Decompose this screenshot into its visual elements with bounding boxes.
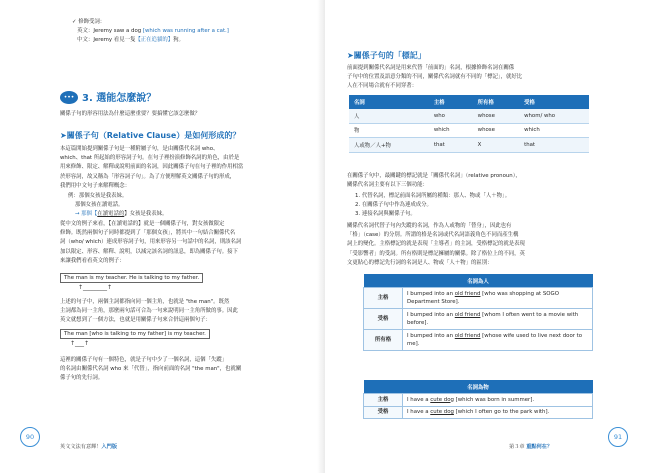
- page-number: 91: [608, 427, 628, 447]
- right-page: [325, 0, 650, 473]
- table-row: 人 who whose whom/ who: [349, 109, 589, 123]
- table-header-row: 名詞 主格 所有格 受格: [349, 95, 589, 109]
- example-english: 英文：Jeremy saw a dog [which was running after a cat.]: [77, 28, 229, 35]
- paragraph-3: 關係代名詞代替子句內失蹤的名詞，作為人或物的「替身」，因此也有 「格」（case）的分別。所謂的格是名詞或代名詞語義角色不同而產生構 詞上的變化。主格標記的就是表現「主導者」的主詞，受格標記的就是表現 「受影響者」的受詞。所有格則是標記擁屬的關係。除了格位上的不同，英 文更貼心的標記先行詞的名詞是人、物或「人＋物」的區別：: [347, 223, 525, 266]
- function-list: [355, 192, 510, 220]
- paragraph-2: 在關係子句中，最關鍵的標記就是「關係代名詞」（relative pronoun）， 關係代名詞主要有以下三個功能：: [347, 173, 521, 189]
- arrow-icon: ↑___↑: [70, 340, 90, 347]
- people-examples-table: [363, 274, 593, 351]
- paragraph-1: 前面提到關係代名詞是用來代替「前面的」名詞，根據修飾名詞在關係 子句中的位置及語意分類的不同，關係代名詞就有不同的「標記」，就好比 人在不同場合就有不同穿著：: [347, 65, 523, 90]
- arrow-icon: ↑________↑: [78, 284, 113, 291]
- page-number: 90: [20, 427, 40, 447]
- list-item: 1. 代替名詞，標記前面名詞所屬的種類：那人、物或「人＋物」。: [355, 193, 511, 199]
- pronoun-table: [349, 95, 589, 153]
- list-item: 3. 連接名詞與關係子句。: [355, 211, 416, 218]
- modifier-object-example: [72, 18, 229, 46]
- paragraph-3: 上述的句子中，兩個主詞都指向同一個主角，也就是 "the man"。既然 主詞都為同一主角，那麼兩句話可合為一句來說明同一主角所做的事。因此 英文就想到了一個方法，也就是用關係子句來合併這兩個句子：: [60, 299, 238, 324]
- section-question: 關係子句的形容用法為什麼這麼重要？要搞懂它該怎麼做？: [60, 111, 201, 117]
- table-title: 名詞為物: [364, 380, 593, 394]
- footer: 英文文法有意輝！入門版: [60, 444, 118, 450]
- paragraph-1: 本這篇開始提到關係子句是一種附屬子句，是由關係代名詞 who、 which、that 所起始的形容詞子句。在句子裡扮演修飾名詞的角色，由於是 用來修飾、限定、解釋或說明前面的名詞，因此關係子句在句子裡的作用相當 於形容詞，故又稱為「形容詞子句」。為了方便理解英文關係子句的形成， 我們用中文句子來解釋概念：: [60, 146, 244, 189]
- speech-bubble-icon: •••: [60, 91, 78, 104]
- table-row: 主格 I bumped into an old friend [who was shopping at SOGO Department Store].: [364, 288, 593, 309]
- table-row: 物 which whose which: [349, 123, 589, 138]
- things-examples-table: [363, 380, 593, 419]
- section-title: 3. 選能怎麼說？: [82, 93, 157, 104]
- example-chinese: 中文：Jeremy 看見一隻【正在追貓的】狗。: [77, 37, 184, 44]
- subheading-relative-clause: ➤關係子句（Relative Clause）是如何形成的？: [60, 131, 241, 140]
- table-title: 名詞為人: [364, 274, 593, 288]
- table-row: 所有格 I bumped into an old friend [whose wife used to live next door to me].: [364, 330, 593, 351]
- chinese-example: 例：那個女孩是我表妹。 那個女孩在讀電話。 → 那個【在讀電話的】女孩是我表妹。: [68, 193, 168, 218]
- list-item: 2. 在關係子句中作為連成成分。: [355, 202, 432, 209]
- example-box-1: The man is my teacher. He is talking to my father.: [60, 273, 203, 283]
- footer: 第３章 重點何在？: [509, 444, 553, 450]
- paragraph-2: 從中文的例子來看，【在讀電話的】就是一個關係子句，對女孩做限定 修飾。既然兩個句子同時都提到了「那個女孩」，將其中一句結合關係代名 詞（who/ which）連成形容詞子句，用來形容另一句話中的名詞，則該名詞 加以限定、形容、解釋、說明，以減完該名詞的訊息，即為關係子句。接下 來讓我們看看英文的例子：: [60, 221, 242, 264]
- table-row: 受格 I bumped into an old friend [whom I often went to a movie with before].: [364, 309, 593, 330]
- paragraph-4: 這裡的關係子句有一個特色，就是子句中少了一個名詞，這個「失蹤」 的名詞由關係代名詞 who 來「代替」，指向前面的名詞 "the man"，也就關 係子句的先行詞。: [60, 357, 242, 382]
- table-row: 受格 I have a cute dog [which I often go to the park with].: [364, 406, 593, 419]
- table-row: 主格 I have a cute dog [which was born in summer].: [364, 394, 593, 407]
- example-box-2: The man [who is talking to my father] is my teacher.: [60, 329, 210, 339]
- subheading-markers: ➤關係子句的「標記」: [347, 51, 426, 60]
- table-row: 人或物／人+物 that X that: [349, 138, 589, 153]
- check-line: ✓ 修飾受詞：: [72, 19, 106, 25]
